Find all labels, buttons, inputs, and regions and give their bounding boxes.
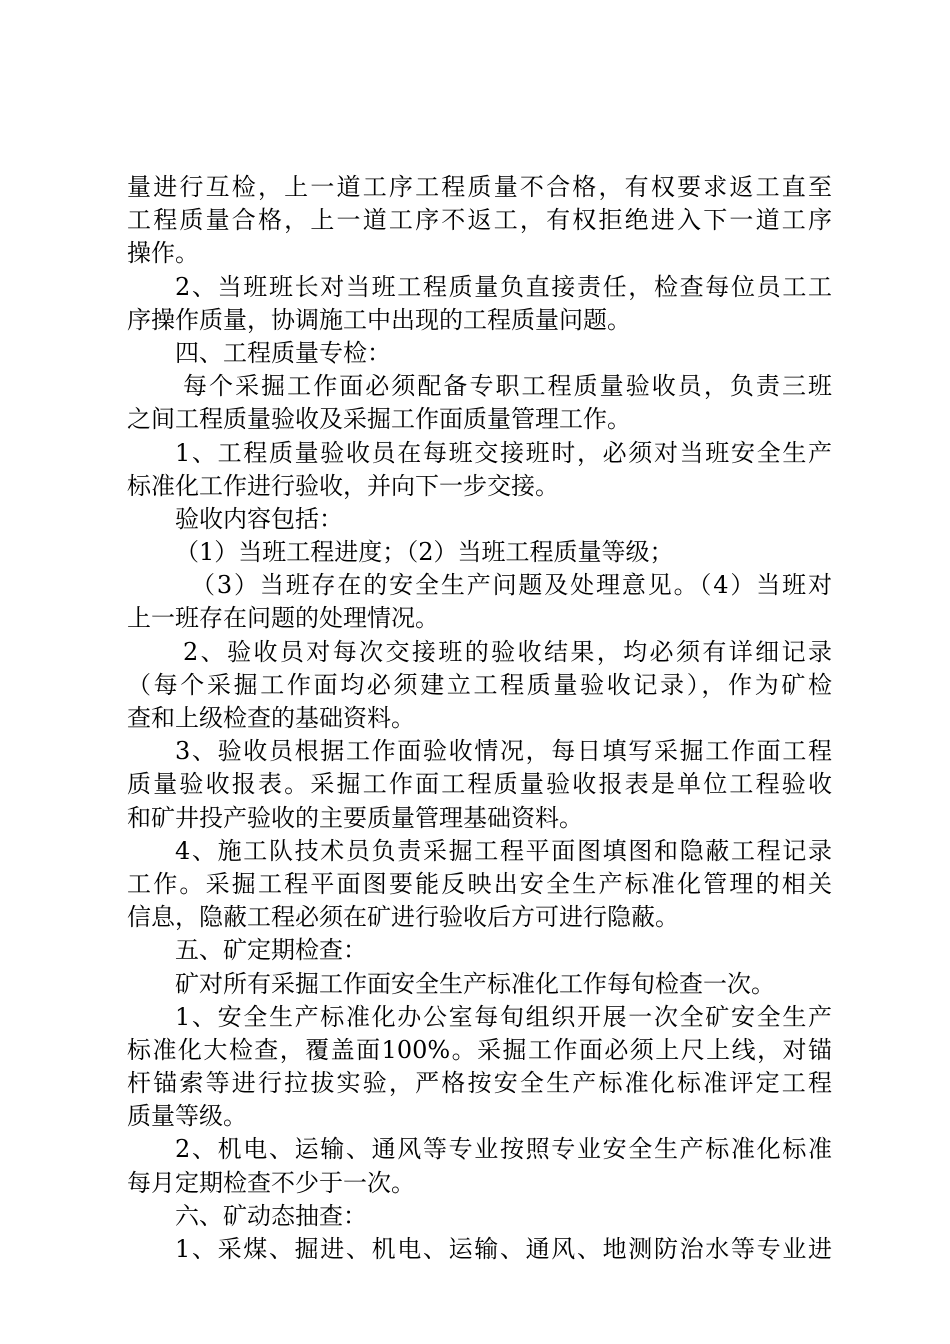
text-line: 1、工程质量验收员在每班交接班时，必须对当班安全生产 (175, 438, 832, 467)
text-line: 每月定期检查不少于一次。 (127, 1168, 415, 1197)
text-line: 2、机电、运输、通风等专业按照专业安全生产标准化标准 (175, 1135, 832, 1164)
text-line: （3）当班存在的安全生产问题及处理意见。（4）当班对 (191, 571, 832, 600)
text-line: 上一班存在问题的处理情况。 (127, 604, 439, 633)
text-line: 查和上级检查的基础资料。 (127, 704, 415, 732)
text-line: 矿对所有采掘工作面安全生产标准化工作每旬检查一次。 (175, 969, 775, 998)
text-line: 工作。采掘工程平面图要能反映出安全生产标准化管理的相关 (127, 869, 832, 898)
section-heading: 六、矿动态抽查： (175, 1201, 367, 1230)
text-line: 工程质量合格，上一道工序不返工，有权拒绝进入下一道工序 (127, 206, 832, 235)
text-line: 2、验收员对每次交接班的验收结果，均必须有详细记录 (183, 637, 832, 666)
text-line: 量进行互检，上一道工序工程质量不合格，有权要求返工直至 (127, 173, 832, 201)
text-line: 杆锚索等进行拉拔实验，严格按安全生产标准化标准评定工程 (127, 1069, 832, 1098)
text-line: 4、施工队技术员负责采掘工程平面图填图和隐蔽工程记录 (175, 836, 832, 865)
text-line: 标准化大检查，覆盖面100%。采掘工作面必须上尺上线，对锚 (127, 1035, 832, 1064)
text-line: 和矿井投产验收的主要质量管理基础资料。 (127, 803, 583, 832)
text-line: 1、采煤、掘进、机电、运输、通风、地测防治水等专业进 (175, 1235, 832, 1263)
text-line: 序操作质量，协调施工中出现的工程质量问题。 (127, 305, 631, 334)
text-line: 每个采掘工作面必须配备专职工程质量验收员，负责三班 (183, 372, 832, 401)
section-heading: 四、工程质量专检： (175, 338, 391, 367)
text-line: 操作。 (127, 239, 199, 268)
document-body (127, 171, 832, 1266)
section-heading: 五、矿定期检查： (175, 936, 367, 965)
text-line: 2、当班班长对当班工程质量负直接责任，检查每位员工工 (175, 272, 832, 301)
text-line: 1、安全生产标准化办公室每旬组织开展一次全矿安全生产 (175, 1002, 832, 1031)
text-line: 信息，隐蔽工程必须在矿进行验收后方可进行隐蔽。 (127, 903, 679, 932)
text-line: 之间工程质量验收及采掘工作面质量管理工作。 (127, 405, 631, 434)
text-line: 质量验收报表。采掘工作面工程质量验收报表是单位工程验收 (127, 770, 832, 799)
text-line: 验收内容包括： (175, 504, 343, 533)
text-line: 3、验收员根据工作面验收情况，每日填写采掘工作面工程 (175, 737, 832, 766)
text-line: 质量等级。 (127, 1102, 247, 1131)
text-line: （1）当班工程进度；（2）当班工程质量等级； (175, 538, 674, 567)
text-line: 标准化工作进行验收，并向下一步交接。 (127, 471, 559, 500)
text-line: （每个采掘工作面均必须建立工程质量验收记录），作为矿检 (127, 670, 832, 699)
